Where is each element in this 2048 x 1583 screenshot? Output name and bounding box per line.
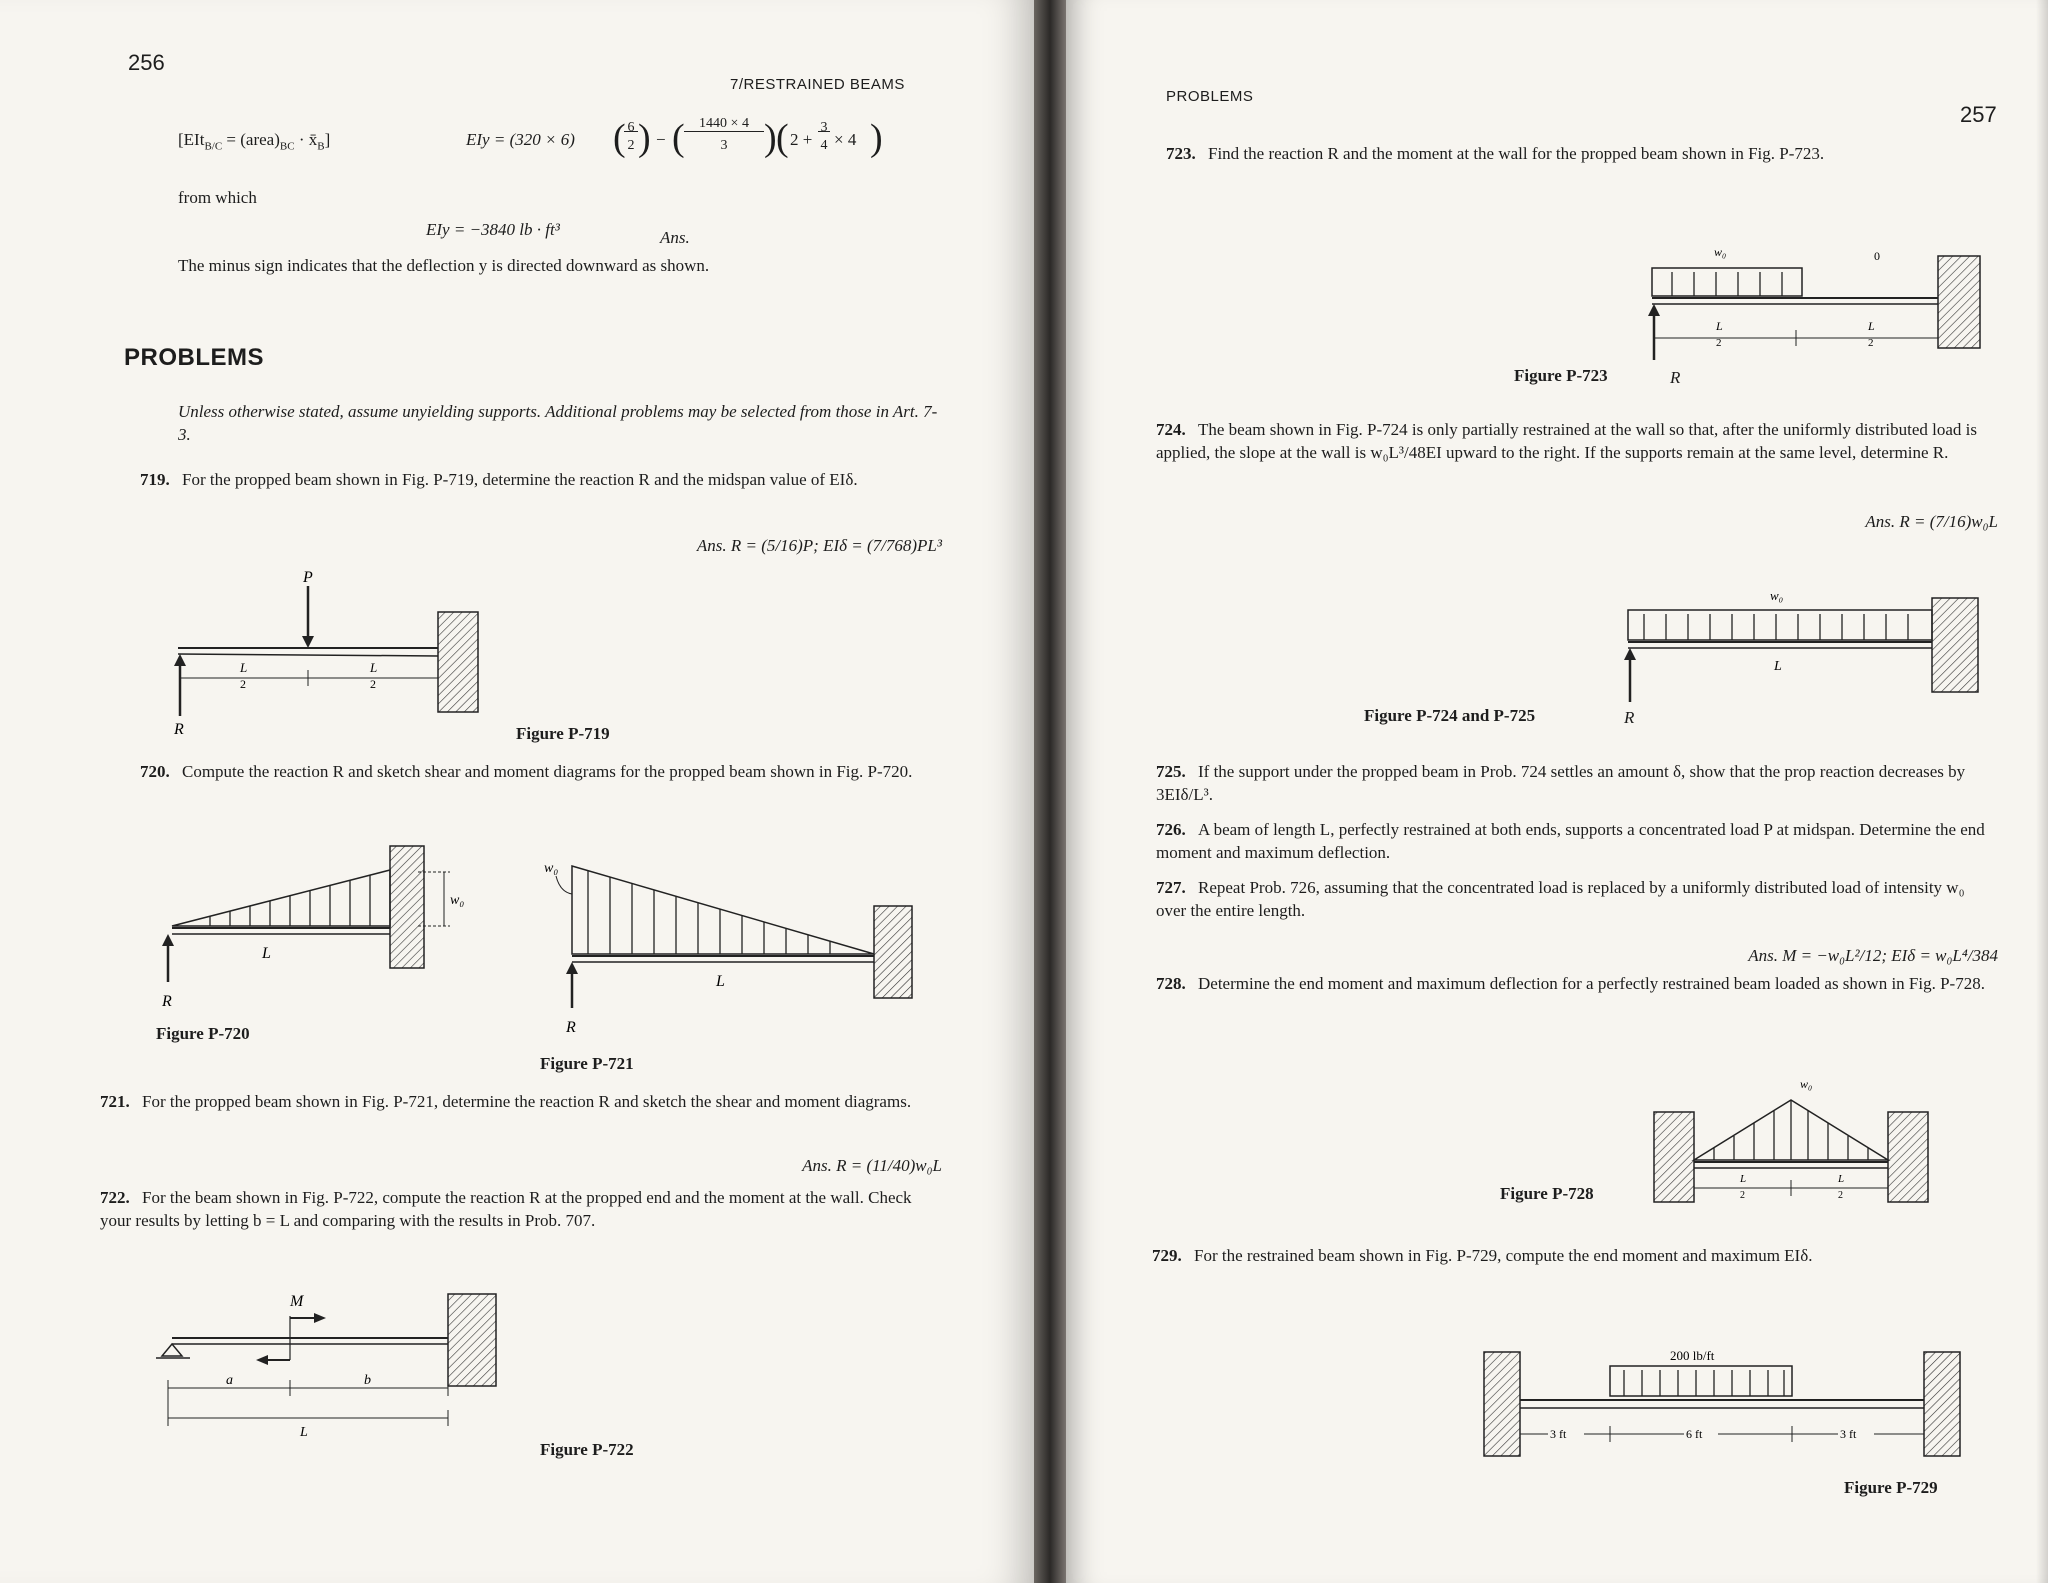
result-eq: EIy = −3840 lb · ft³ [426,220,560,239]
reaction-label: R [566,1019,576,1036]
moment-label: M [290,1293,304,1310]
right-wall [1924,1352,1960,1456]
figure-p728 [1650,1068,1950,1208]
span-label: L [716,973,725,990]
load-intensity-label: w₀ [450,893,465,908]
caption-724-reaction: R [1624,708,1635,727]
dim-label: 6 ft [1686,1427,1703,1441]
right-page [1066,0,2048,1583]
caption-719: Figure P-719 [516,724,610,743]
gutter [1034,0,1066,1583]
caption-723-reaction: R [1670,368,1681,387]
triangular-load [172,870,390,926]
load-intensity-label: w₀ [1770,588,1784,603]
load-intensity-label: w₀ [1714,245,1727,259]
page-number-left: 256 [128,50,165,75]
dim-label: 3 ft [1550,1427,1567,1441]
answer-724: Ans. R = (7/16)w₀L [1865,512,1998,531]
problem-723: 723. Find the reaction R and the moment at the wall for the propped beam shown in Fig. P-723. [1166,144,1825,163]
dim-label: L [1716,319,1723,333]
problem-727: 727. Repeat Prob. 726, assuming that the concentrated load is replaced by a uniformly distributed load of intensity w₀ over the entire length. [1156,878,1965,920]
caption-728: Figure P-728 [1500,1184,1594,1203]
caption-721: Figure P-721 [540,1054,634,1073]
problem-722: 722. For the beam shown in Fig. P-722, compute the reaction R at the propped end and the moment at the wall. Check your results by letting b = L and comparing with the results in Prob. 707. [100,1188,912,1230]
load-label: 200 lb/ft [1670,1348,1715,1363]
wall [1932,598,1978,692]
dim-label: L [1740,1173,1747,1185]
dim-label: a [226,1373,233,1388]
dim-label: L [1868,319,1875,333]
dim-label: L [1838,1173,1845,1185]
figure-p724 [1620,580,1990,710]
caption-722: Figure P-722 [540,1440,634,1459]
reaction-label: R [162,993,172,1010]
wall [874,906,912,998]
running-head-right: PROBLEMS [1166,88,1254,105]
problem-719: 719. For the propped beam shown in Fig. P-719, determine the reaction R and the midspan value of EIδ. [140,470,858,489]
problem-724: 724. The beam shown in Fig. P-724 is only partially restrained at the wall so that, after the uniformly distributed load is applied, the slope at the wall is w₀L³/48EI upward to the right. If the supports remain at the same level, determine R. [1156,420,1978,462]
dim-label: L [370,660,378,675]
answer-721: Ans. R = (11/40)w₀L [802,1156,942,1175]
right-wall [1888,1112,1928,1202]
wall [438,612,478,712]
dim-label: L [240,660,248,675]
figure-p721 [538,858,928,1048]
figure-p720 [150,846,490,1016]
problem-725: 725. If the support under the propped beam in Prob. 724 settles an amount δ, show that the prop reaction decreases by 3EIδ/L³. [1156,762,1966,804]
answer-727: Ans. M = −w₀L²/12; EIδ = w₀L⁴/384 [1748,946,1998,965]
left-wall [1654,1112,1694,1202]
pin-support [162,1344,182,1356]
equation-main: EIy = (320 × 6) ( 6 2 ) − ( 1440 × 4 3 ) ( 2 + 3 4 × 4 ) [466,116,883,159]
problem-729: 729. For the restrained beam shown in Fig. P-729, compute the end moment and maximum EIδ. [1152,1246,1813,1265]
uniform-load [1610,1366,1792,1396]
dim-label: 2 [1838,1190,1843,1201]
span-label: L [1774,659,1782,674]
left-wall [1484,1352,1520,1456]
figure-p723 [1644,242,1984,382]
wall [390,846,424,968]
load-end-label: 0 [1874,249,1880,263]
caption-724: Figure P-724 and P-725 [1364,706,1536,725]
dim-label: 2 [240,677,246,691]
problem-728: 728. Determine the end moment and maximum deflection for a perfectly restrained beam loaded as shown in Fig. P-728. [1156,974,1985,993]
dim-label: L [300,1425,308,1440]
dim-label: 2 [1868,337,1874,349]
load-intensity-label: w₀ [1800,1077,1813,1091]
figure-p719 [160,566,500,746]
load-label: P [303,569,313,586]
dim-label: b [364,1373,371,1388]
caption-720: Figure P-720 [156,1024,250,1043]
triangular-load [572,866,874,954]
page-number-right: 257 [1960,102,1997,127]
result-ans: Ans. [660,228,690,247]
caption-729: Figure P-729 [1844,1478,1938,1497]
section-title: PROBLEMS [124,344,265,371]
dim-label: 2 [370,677,376,691]
running-head-left: 7/RESTRAINED BEAMS [730,76,905,93]
uniform-load [1652,268,1802,296]
dim-label: 2 [1740,1190,1745,1201]
equation-label: [$EIt_{B/C} = (area)_{BC}$ · $x̄_B$] [178,130,331,153]
wall [1938,256,1980,348]
figure-p722 [150,1276,530,1456]
page-edge-shadow [2036,0,2048,1583]
span-label: L [262,945,271,962]
problems-intro: Unless otherwise stated, assume unyielding supports. Additional problems may be selected from those in Art. 7-3. [178,402,938,444]
dim-label: 3 ft [1840,1427,1857,1441]
dim-label: 2 [1716,337,1722,349]
answer-719: Ans. R = (5/16)P; EIδ = (7/768)PL³ [696,536,942,555]
minus-sign-note: The minus sign indicates that the deflection y is directed downward as shown. [178,256,710,275]
figure-p729 [1478,1334,1998,1464]
reaction-label: R [174,721,184,738]
load-intensity-label: w₀ [544,861,559,876]
caption-723: Figure P-723 [1514,366,1608,385]
from-which: from which [178,188,257,207]
problem-726: 726. A beam of length L, perfectly restrained at both ends, supports a concentrated load P at midspan. Determine the end moment and maximum deflection. [1156,820,1985,862]
problem-721: 721. For the propped beam shown in Fig. P-721, determine the reaction R and sketch the shear and moment diagrams. [100,1092,912,1111]
wall [448,1294,496,1386]
problem-720: 720. Compute the reaction R and sketch shear and moment diagrams for the propped beam shown in Fig. P-720. [140,762,913,781]
